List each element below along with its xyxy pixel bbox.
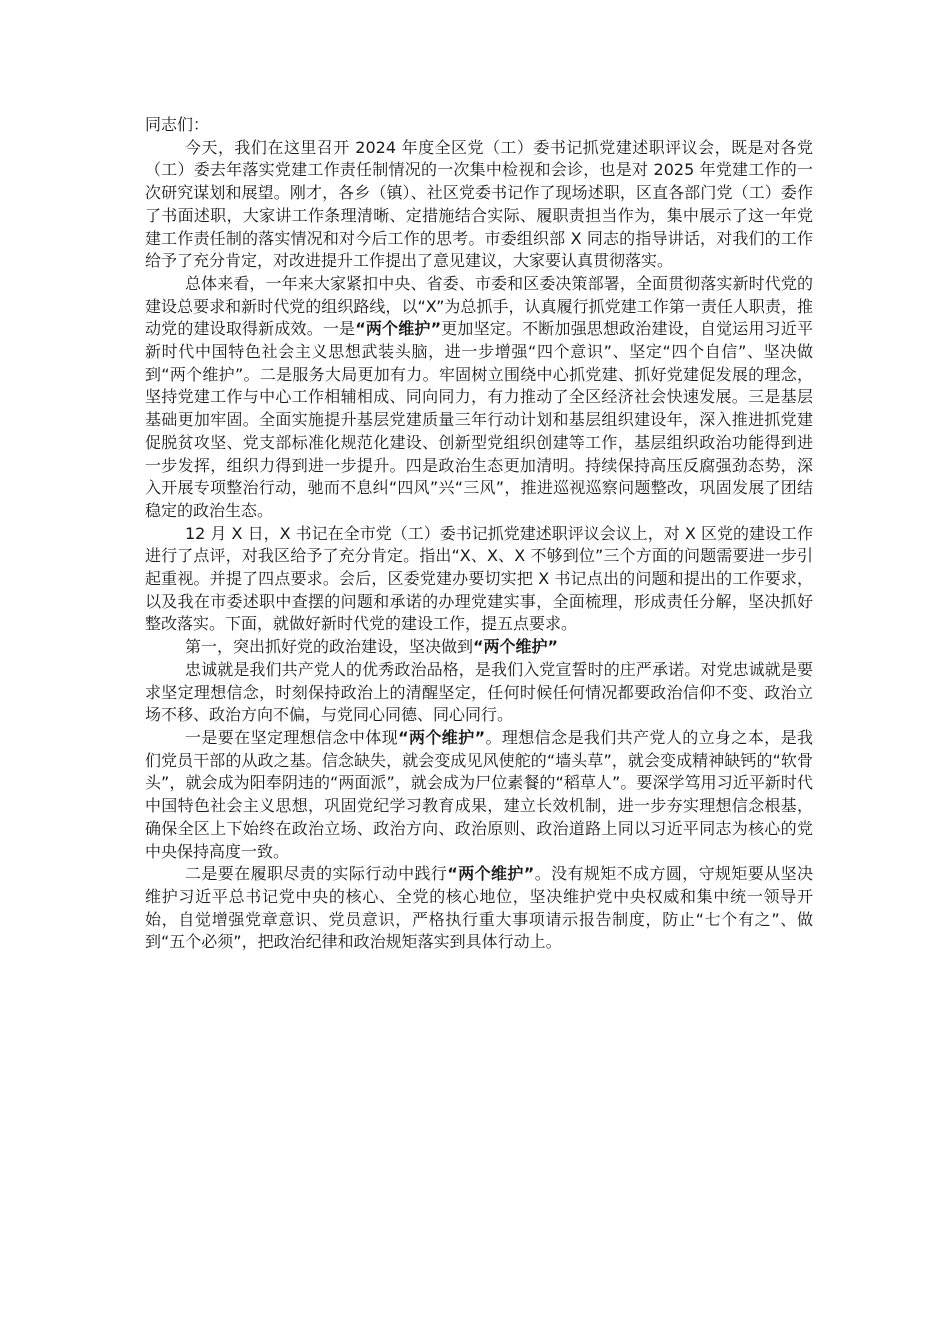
salutation: 同志们：: [145, 115, 210, 134]
text-run: 第一，突出抓好党的政治建设，坚决做到: [185, 637, 474, 657]
text-run: 二是要在履职尽责的实际行动中践行: [185, 864, 448, 884]
text-run: 。理想信念是我们共产党人的立身之本，是我们党员干部的从政之基。信念缺失，就会变成见风使舵的“墙头草”，就会变成精神缺钙的“软骨头”，就会成为阳奉阴违的“两面派”，就会成为尸位素餐的“稻草人”。要深学笃用习近平新时代中国特色社会主义思想，巩固党纪学习教育成果，建立长效机制，进一步夯实理想信念根基，确保全区上下始终在政治立场、政治方向、政治原则、政治道路上同以习近平同志为核心的党中央保持高度一致。: [145, 727, 813, 861]
document-body: [145, 114, 813, 954]
bold-run: “两个维护”: [355, 319, 442, 339]
paragraph-point-two: [145, 863, 813, 954]
text-run: 今天，我们在这里召开 2024 年度全区党（工）委书记抓党建述职评议会，既是对各党（工）委去年落实党建工作责任制情况的一次集中检视和会诊，也是对 2025 年党建工作的一次研究谋划和展望。刚才，各乡（镇）、社区党委书记作了现场述职，区直各部门党（工）委作了书面述职，大家讲工作条理清晰、定措施结合实际、履职责担当作为，集中展示了这一年党建工作责任制的落实情况和对今后工作的思考。市委组织部 X 同志的指导讲话，对我们的工作给予了充分肯定，对改进提升工作提出了意见建议，大家要认真贯彻落实。: [145, 137, 813, 271]
paragraph-loyalty: [145, 659, 813, 727]
text-run: 。没有规矩不成方圆，守规矩要从坚决维护习近平总书记党中央的核心、全党的核心地位，坚决维护党中央权威和集中统一领导开始，自觉增强党章意识、党员意识，严格执行重大事项请示报告制度，防止“七个有之”、做到“五个必须”，把政治纪律和政治规矩落实到具体行动上。: [145, 864, 813, 952]
text-run: 忠诚就是我们共产党人的优秀政治品格，是我们入党宣誓时的庄严承诺。对党忠诚就是要求坚定理想信念，时刻保持政治上的清醒坚定，任何时候任何情况都要政治信仰不变、政治立场不移、政治方向不偏，与党同心同德、同心同行。: [145, 659, 813, 725]
bold-run: “两个维护”: [447, 864, 535, 884]
bold-run: “两个维护”: [473, 637, 559, 657]
paragraph-point-one: [145, 727, 813, 863]
section-heading-first: [145, 636, 813, 659]
text-run: 更加坚定。不断加强思想政治建设，自觉运用习近平新时代中国特色社会主义思想武装头脑，进一步增强“四个意识”、坚定“四个自信”、坚决做到“两个维护”。二是服务大局更加有力。牢固树立围绕中心抓党建、抓好党建促发展的理念，坚持党建工作与中心工作相辅相成、同向同力，有力推动了全区经济社会快速发展。三是基层基础更加牢固。全面实施提升基层党建质量三年行动计划和基层组织建设年，深入推进抓党建促脱贫攻坚、党支部标准化规范化建设、创新型党组织创建等工作，基层组织政治功能得到进一步发挥，组织力得到进一步提升。四是政治生态更加清明。持续保持高压反腐强劲态势，深入开展专项整治行动，驰而不息纠“四风”兴“三风”，推进巡视巡察问题整改，巩固发展了团结稳定的政治生态。: [145, 319, 813, 520]
bold-run: “两个维护”: [398, 727, 486, 747]
paragraph-summary: [145, 273, 813, 523]
text-run: 12 月 X 日，X 书记在全市党（工）委书记抓党建述职评议会议上，对 X 区党的建设工作进行了点评，对我区给予了充分肯定。指出“X、X、X 不够到位”三个方面的问题需要进一步引起重视。并提了四点要求。会后，区委党建办要切实把 X 书记点出的问题和提出的工作要求，以及我在市委述职中查摆的问题和承诺的办理党建实事，全面梳理，形成责任分解，坚决抓好整改落实。下面，就做好新时代党的建设工作，提五点要求。: [145, 523, 813, 634]
paragraph-opening: [145, 137, 813, 273]
paragraph-review: [145, 523, 813, 637]
text-run: 一是要在坚定理想信念中体现: [185, 727, 399, 747]
text-run: 总体来看，一年来大家紧扣中央、省委、市委和区委决策部署，全面贯彻落实新时代党的建设总要求和新时代党的组织路线，以“X”为总抓手，认真履行抓党建工作第一责任人职责，推动党的建设取得新成效。一是: [145, 273, 813, 339]
